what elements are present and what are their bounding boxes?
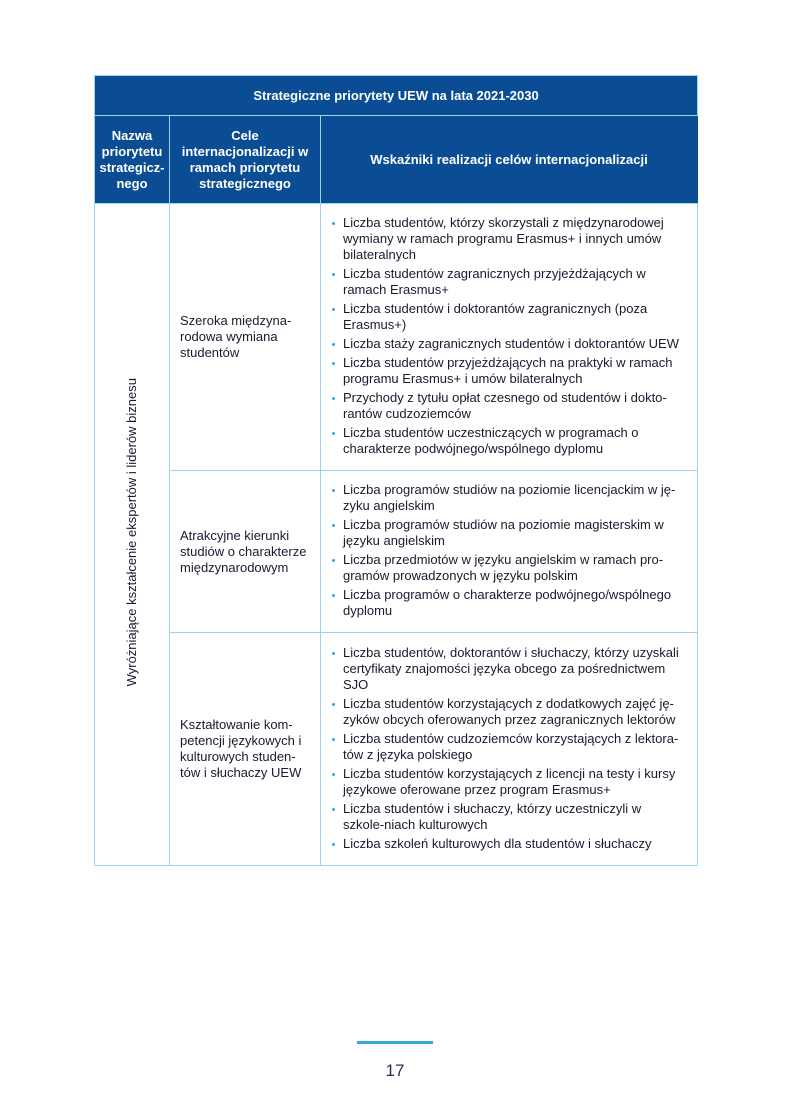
header-priority-name: Nazwa priorytetu strategicz-nego <box>95 116 170 204</box>
list-item: Przychody z tytułu opłat czesnego od studentów i dokto-rantów cudzoziemców <box>331 390 685 422</box>
footer-divider <box>357 1041 433 1044</box>
goal-cell: Szeroka międzyna-rodowa wymiana studentów <box>170 204 321 471</box>
indicator-list <box>331 215 685 457</box>
indicator-list <box>331 645 685 852</box>
table-row <box>95 471 698 633</box>
list-item: Liczba studentów zagranicznych przyjeżdżających w ramach Erasmus+ <box>331 266 685 298</box>
list-item: Liczba studentów i słuchaczy, którzy uczestniczyli w szkole-niach kulturowych <box>331 801 685 833</box>
list-item: Liczba programów studiów na poziomie licencjackim w ję-zyku angielskim <box>331 482 685 514</box>
table-row <box>95 204 698 471</box>
list-item: Liczba staży zagranicznych studentów i doktorantów UEW <box>331 336 685 352</box>
list-item: Liczba studentów uczestniczących w programach o charakterze podwójnego/wspólnego dyplomu <box>331 425 685 457</box>
table-row <box>95 633 698 866</box>
goal-cell: Atrakcyjne kierunki studiów o charakterze międzynarodowym <box>170 471 321 633</box>
list-item: Liczba studentów korzystających z licencji na testy i kursy językowe oferowane przez program Erasmus+ <box>331 766 685 798</box>
header-goals: Cele internacjonalizacji w ramach priorytetu strategicznego <box>170 116 321 204</box>
list-item: Liczba programów studiów na poziomie magisterskim w języku angielskim <box>331 517 685 549</box>
priorities-table <box>94 75 698 866</box>
table-title: Strategiczne priorytety UEW na lata 2021-2030 <box>95 76 698 116</box>
list-item: Liczba studentów korzystających z dodatkowych zajęć ję-zyków obcych oferowanych przez zagranicznych lektorów <box>331 696 685 728</box>
priority-name: Wyróżniające kształcenie ekspertów i liderów biznesu <box>124 378 139 687</box>
indicators-cell <box>321 471 698 633</box>
page-number: 17 <box>385 1061 405 1080</box>
list-item: Liczba szkoleń kulturowych dla studentów i słuchaczy <box>331 836 685 852</box>
priority-cell <box>95 204 170 866</box>
indicators-cell <box>321 633 698 866</box>
list-item: Liczba programów o charakterze podwójnego/wspólnego dyplomu <box>331 587 685 619</box>
list-item: Liczba studentów cudzoziemców korzystających z lektora-tów z języka polskiego <box>331 731 685 763</box>
list-item: Liczba studentów i doktorantów zagranicznych (poza Erasmus+) <box>331 301 685 333</box>
header-indicators: Wskaźniki realizacji celów internacjonalizacji <box>321 116 698 204</box>
indicator-list <box>331 482 685 619</box>
list-item: Liczba studentów, doktorantów i słuchaczy, którzy uzyskali certyfikaty znajomości języka obcego za pośrednictwem SJO <box>331 645 685 693</box>
goal-cell: Kształtowanie kom-petencji językowych i kulturowych studen-tów i słuchaczy UEW <box>170 633 321 866</box>
list-item: Liczba studentów, którzy skorzystali z międzynarodowej wymiany w ramach programu Erasmus+ i innych umów bilateralnych <box>331 215 685 263</box>
list-item: Liczba przedmiotów w języku angielskim w ramach pro-gramów prowadzonych w języku polskim <box>331 552 685 584</box>
indicators-cell <box>321 204 698 471</box>
list-item: Liczba studentów przyjeżdżających na praktyki w ramach programu Erasmus+ i umów bilateralnych <box>331 355 685 387</box>
